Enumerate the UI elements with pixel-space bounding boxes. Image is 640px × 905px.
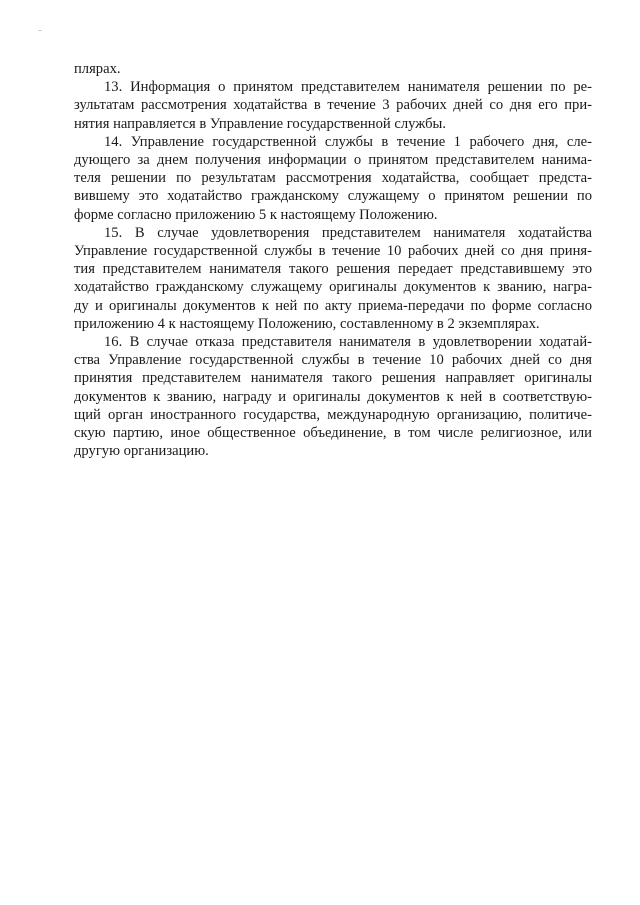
text-line: вившему это ходатайство гражданскому служащему о принятом решении по <box>74 188 592 205</box>
text-line: форме согласно приложению 5 к настоящему Положению. <box>74 206 438 223</box>
paragraph-15 <box>74 224 592 333</box>
text-line: тия представителем нанимателя такого решения передает представившему это <box>74 261 592 278</box>
scan-artifact <box>38 30 42 31</box>
text-line: Управление государственной службы в течение 10 рабочих дней со дня приня- <box>74 243 592 260</box>
text-line: другую организацию. <box>74 443 209 460</box>
text-line: щий орган иностранного государства, международную организацию, политиче- <box>74 406 592 423</box>
paragraph-14 <box>74 133 592 224</box>
paragraph-12-tail <box>74 60 592 78</box>
text-line: 14. Управление государственной службы в течение 1 рабочего дня, сле- <box>104 133 592 150</box>
text-line: 15. В случае удовлетворения представителем нанимателя ходатайства <box>104 224 592 241</box>
text-line: ства Управление государственной службы в течение 10 рабочих дней со дня <box>74 352 592 369</box>
text-line: теля решении по результатам рассмотрения ходатайства, сообщает предста- <box>74 170 592 187</box>
text-line: нятия направляется в Управление государственной службы. <box>74 115 446 132</box>
text-line: ходатайство гражданскому служащему оригиналы документов к званию, награ- <box>74 279 592 296</box>
document-body <box>74 60 592 460</box>
text-line: ду и оригиналы документов к ней по акту приема-передачи по форме согласно <box>74 297 592 314</box>
text-line: приложению 4 к настоящему Положению, составленному в 2 экземплярах. <box>74 315 540 332</box>
text-line: дующего за днем получения информации о принятом представителем нанима- <box>74 152 592 169</box>
paragraph-13 <box>74 78 592 133</box>
text-line: 16. В случае отказа представителя нанимателя в удовлетворении ходатай- <box>104 334 592 351</box>
text-line: скую партию, иное общественное объединение, в том числе религиозное, или <box>74 425 592 442</box>
text-line: принятия представителем нанимателя такого решения направляет оригиналы <box>74 370 592 387</box>
paragraph-16 <box>74 333 592 460</box>
text-line: 13. Информация о принятом представителем нанимателя решении по ре- <box>104 79 592 96</box>
text-line: документов к званию, награду и оригиналы документов к ней в соответствую- <box>74 388 592 405</box>
text-line: зультатам рассмотрения ходатайства в течение 3 рабочих дней со дня его при- <box>74 97 592 114</box>
text-line: плярах. <box>74 61 121 77</box>
